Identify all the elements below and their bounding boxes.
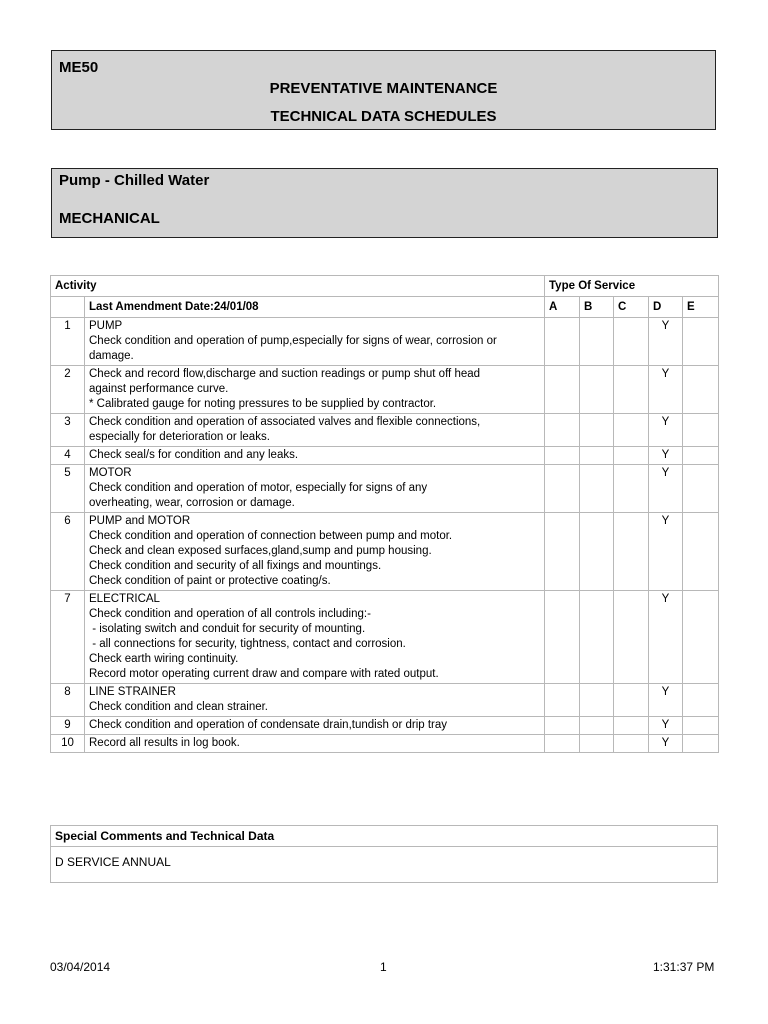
table-row — [51, 414, 719, 447]
row-number: 5 — [51, 465, 85, 513]
table-row — [51, 591, 719, 684]
service-a-cell — [545, 513, 580, 591]
service-b-cell — [580, 684, 614, 717]
activity-line: Check condition and operation of associated valves and flexible connections, — [89, 416, 481, 428]
footer-page-number: 1 — [380, 960, 387, 974]
service-c-cell — [614, 684, 649, 717]
service-c-cell — [614, 591, 649, 684]
activity-description — [85, 318, 545, 366]
activity-line: - isolating switch and conduit for security of mounting. — [89, 623, 366, 635]
row-number: 4 — [51, 447, 85, 465]
service-col-a: A — [545, 297, 580, 318]
activity-description — [85, 591, 545, 684]
service-b-cell — [580, 447, 614, 465]
activity-line: Check condition and operation of motor, especially for signs of any — [89, 482, 428, 494]
service-d-cell: Y — [649, 366, 683, 414]
service-b-cell — [580, 735, 614, 753]
service-e-cell — [683, 591, 719, 684]
comments-body: D SERVICE ANNUAL — [55, 855, 171, 869]
schedule-code: ME50 — [59, 59, 99, 76]
amendment-date: Last Amendment Date:24/01/08 — [85, 297, 545, 318]
activity-line: Check seal/s for condition and any leaks. — [89, 449, 299, 461]
activity-line: damage. — [89, 350, 134, 362]
activity-description — [85, 414, 545, 447]
service-c-cell — [614, 414, 649, 447]
activity-line: * Calibrated gauge for noting pressures to be supplied by contractor. — [89, 398, 437, 410]
activity-line: Record all results in log book. — [89, 737, 240, 749]
equipment-name: Pump - Chilled Water — [59, 172, 210, 189]
activity-description — [85, 465, 545, 513]
table-row — [51, 684, 719, 717]
service-d-cell: Y — [649, 591, 683, 684]
document-title-line1: PREVENTATIVE MAINTENANCE — [269, 80, 498, 97]
activity-description — [85, 366, 545, 414]
service-d-cell: Y — [649, 465, 683, 513]
service-c-cell — [614, 366, 649, 414]
service-col-e: E — [683, 297, 719, 318]
service-c-cell — [614, 513, 649, 591]
activity-line: especially for deterioration or leaks. — [89, 431, 270, 443]
comments-box — [50, 825, 718, 883]
service-d-cell: Y — [649, 447, 683, 465]
table-row — [51, 513, 719, 591]
activity-line: Check condition and operation of pump,especially for signs of wear, corrosion or — [89, 335, 497, 347]
service-c-cell — [614, 717, 649, 735]
table-row — [51, 735, 719, 753]
service-b-cell — [580, 318, 614, 366]
row-number: 9 — [51, 717, 85, 735]
service-b-cell — [580, 591, 614, 684]
service-e-cell — [683, 318, 719, 366]
row-number: 8 — [51, 684, 85, 717]
table-row — [51, 465, 719, 513]
service-c-cell — [614, 735, 649, 753]
service-c-cell — [614, 318, 649, 366]
table-row — [51, 717, 719, 735]
activity-line: LINE STRAINER — [89, 686, 176, 698]
discipline-name: MECHANICAL — [59, 210, 160, 227]
service-d-cell: Y — [649, 735, 683, 753]
service-col-b: B — [580, 297, 614, 318]
footer-time: 1:31:37 PM — [653, 960, 715, 974]
activity-line: Record motor operating current draw and compare with rated output. — [89, 668, 439, 680]
footer-date: 03/04/2014 — [50, 960, 111, 974]
activity-description — [85, 735, 545, 753]
service-e-cell — [683, 513, 719, 591]
activity-line: Check condition and operation of condensate drain,tundish or drip tray — [89, 719, 448, 731]
comments-heading: Special Comments and Technical Data — [51, 826, 717, 847]
activity-line: Check condition and clean strainer. — [89, 701, 268, 713]
service-a-cell — [545, 465, 580, 513]
activity-line: Check condition and operation of all controls including:- — [89, 608, 371, 620]
service-d-cell: Y — [649, 318, 683, 366]
table-row — [51, 318, 719, 366]
service-a-cell — [545, 414, 580, 447]
service-col-d: D — [649, 297, 683, 318]
service-a-cell — [545, 591, 580, 684]
service-a-cell — [545, 735, 580, 753]
activity-line: MOTOR — [89, 467, 132, 479]
table-header-row — [51, 276, 719, 297]
activity-description — [85, 684, 545, 717]
row-number: 7 — [51, 591, 85, 684]
activity-description — [85, 717, 545, 735]
activity-line: - all connections for security, tightness, contact and corrosion. — [89, 638, 406, 650]
service-c-cell — [614, 447, 649, 465]
number-header — [51, 297, 85, 318]
table-subheader-row — [51, 297, 719, 318]
service-d-cell: Y — [649, 717, 683, 735]
service-e-cell — [683, 684, 719, 717]
row-number: 1 — [51, 318, 85, 366]
service-a-cell — [545, 318, 580, 366]
service-c-cell — [614, 465, 649, 513]
service-b-cell — [580, 366, 614, 414]
activity-table — [50, 275, 719, 753]
activity-line: Check condition and security of all fixings and mountings. — [89, 560, 382, 572]
service-b-cell — [580, 717, 614, 735]
equipment-header — [51, 168, 718, 238]
service-b-cell — [580, 465, 614, 513]
type-of-service-header: Type Of Service — [545, 276, 719, 297]
row-number: 2 — [51, 366, 85, 414]
service-e-cell — [683, 465, 719, 513]
service-a-cell — [545, 717, 580, 735]
row-number: 6 — [51, 513, 85, 591]
service-b-cell — [580, 513, 614, 591]
service-d-cell: Y — [649, 513, 683, 591]
service-col-c: C — [614, 297, 649, 318]
activity-line: PUMP — [89, 320, 123, 332]
service-a-cell — [545, 684, 580, 717]
table-row — [51, 447, 719, 465]
activity-line: Check condition of paint or protective coating/s. — [89, 575, 331, 587]
activity-line: overheating, wear, corrosion or damage. — [89, 497, 295, 509]
service-e-cell — [683, 366, 719, 414]
service-e-cell — [683, 717, 719, 735]
activity-header: Activity — [51, 276, 545, 297]
activity-line: PUMP and MOTOR — [89, 515, 191, 527]
service-d-cell: Y — [649, 684, 683, 717]
service-a-cell — [545, 447, 580, 465]
activity-line: against performance curve. — [89, 383, 229, 395]
service-d-cell: Y — [649, 414, 683, 447]
row-number: 10 — [51, 735, 85, 753]
activity-line: Check and clean exposed surfaces,gland,sump and pump housing. — [89, 545, 432, 557]
activity-line: Check condition and operation of connection between pump and motor. — [89, 530, 453, 542]
activity-line: Check earth wiring continuity. — [89, 653, 239, 665]
service-e-cell — [683, 735, 719, 753]
service-e-cell — [683, 447, 719, 465]
service-a-cell — [545, 366, 580, 414]
activity-line: Check and record flow,discharge and suction readings or pump shut off head — [89, 368, 481, 380]
table-row — [51, 366, 719, 414]
activity-line: ELECTRICAL — [89, 593, 160, 605]
activity-description — [85, 447, 545, 465]
document-title-line2: TECHNICAL DATA SCHEDULES — [270, 108, 497, 125]
service-b-cell — [580, 414, 614, 447]
row-number: 3 — [51, 414, 85, 447]
document-header — [51, 50, 716, 130]
service-e-cell — [683, 414, 719, 447]
activity-description — [85, 513, 545, 591]
